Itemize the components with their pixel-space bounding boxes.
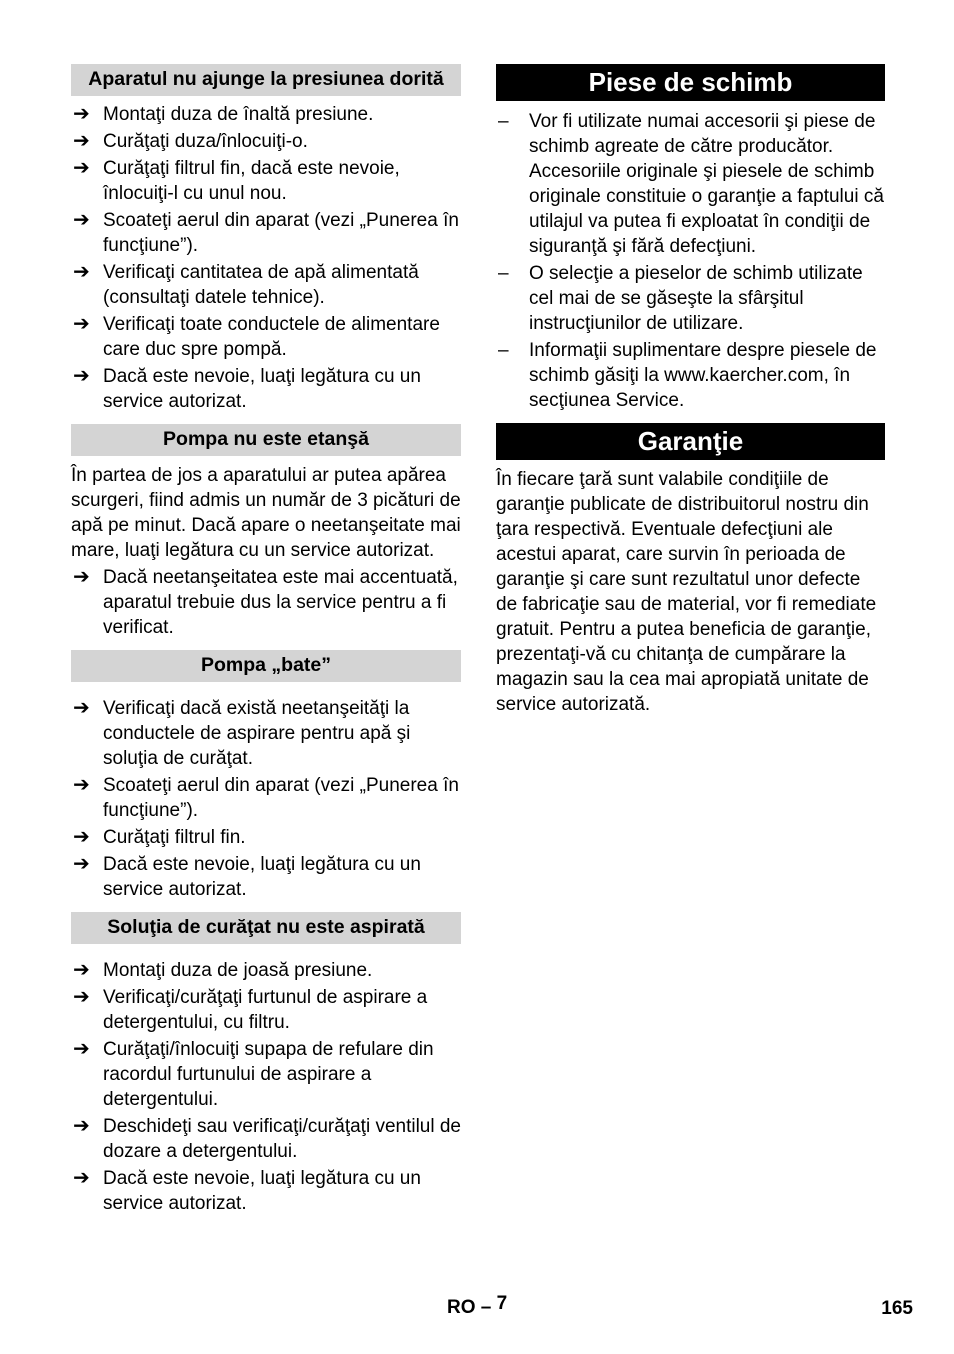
arrow-right-icon: ➔ xyxy=(73,1038,90,1060)
footer-lang: RO xyxy=(447,1297,476,1318)
arrow-right-icon: ➔ xyxy=(73,697,90,719)
arrow-right-icon: ➔ xyxy=(73,826,90,848)
arrow-right-icon: ➔ xyxy=(73,103,90,125)
steps-pressure xyxy=(71,102,461,414)
list-item xyxy=(496,261,885,336)
paragraph-warranty: În fiecare ţară sunt valabile condiţiile de garanţie publicate de distribuitorul nostru din ţara respectivă. Eventuale defecţiuni ale acestui aparat, care survin în perioada de garanţie şi care sunt rezultatul unor defecte de fabricaţie sau de material, vor fi remediate gratuit. Pentru a putea beneficia de garanţie, prezentaţi-vă cu chitanţa de cumpărare la magazin sau la cea mai apropiată unitate de service autorizată. xyxy=(496,469,877,715)
step-text: Dacă este nevoie, luaţi legătura cu un service autorizat. xyxy=(103,366,421,412)
item-text: Vor fi utilizate numai accesorii şi piese de schimb agreate de către producător. Accesoriile originale şi piesele de schimb originale constituie o garanţie a faptului că utilajul va putea fi exploatat în condiţii de siguranţă şi fără defecţiuni. xyxy=(529,111,884,257)
arrow-right-icon: ➔ xyxy=(73,774,90,796)
dash-bullet-icon: – xyxy=(498,111,509,132)
step-text: Montaţi duza de înaltă presiune. xyxy=(103,104,374,125)
arrow-right-icon: ➔ xyxy=(73,566,90,588)
list-item xyxy=(71,1037,461,1112)
item-text: Informaţii suplimentare despre piesele de schimb găsiţi la www.kaercher.com, în secţiunea Service. xyxy=(529,340,877,411)
arrow-right-icon: ➔ xyxy=(73,313,90,335)
arrow-right-icon: ➔ xyxy=(73,853,90,875)
step-text: Verificaţi cantitatea de apă alimentată (consultaţi datele tehnice). xyxy=(103,262,419,308)
arrow-right-icon: ➔ xyxy=(73,365,90,387)
list-item xyxy=(71,1114,461,1164)
list-item xyxy=(71,852,461,902)
list-item xyxy=(71,825,461,850)
step-text: Curăţaţi duza/înlocuiţi-o. xyxy=(103,131,308,152)
section-heading-pressure: Aparatul nu ajunge la presiunea dorită xyxy=(71,64,461,96)
section-heading-pump-knock: Pompa „bate” xyxy=(71,650,461,682)
steps-pump-knock xyxy=(71,696,461,902)
item-text: O selecţie a pieselor de schimb utilizate cel mai de se găseşte la sfârşitul instrucţiunilor de utilizare. xyxy=(529,263,863,334)
footer-section-marker xyxy=(447,1293,508,1319)
step-text: Scoateţi aerul din aparat (vezi „Punerea în funcţiune”). xyxy=(103,210,459,256)
list-item xyxy=(496,338,885,413)
step-text: Montaţi duza de joasă presiune. xyxy=(103,960,373,981)
list-item xyxy=(71,773,461,823)
step-text: Verificaţi toate conductele de alimentare care duc spre pompă. xyxy=(103,314,440,360)
list-item xyxy=(71,312,461,362)
arrow-right-icon: ➔ xyxy=(73,157,90,179)
arrow-right-icon: ➔ xyxy=(73,261,90,283)
step-text: Curăţaţi filtrul fin. xyxy=(103,827,246,848)
step-text: Curăţaţi/înlocuiţi supapa de refulare din racordul furtunului de aspirare a detergentului. xyxy=(103,1039,434,1110)
arrow-right-icon: ➔ xyxy=(73,1167,90,1189)
page-number: 165 xyxy=(881,1298,913,1319)
step-text: Verificaţi/curăţaţi furtunul de aspirare a detergentului, cu filtru. xyxy=(103,987,428,1033)
left-column xyxy=(71,64,461,1218)
right-column xyxy=(496,64,885,717)
section-heading-detergent: Soluţia de curăţat nu este aspirată xyxy=(71,912,461,944)
list-item xyxy=(71,565,461,640)
step-text: Verificaţi dacă există neetanşeităţi la conductele de aspirare pentru apă şi soluţia de curăţat. xyxy=(103,698,411,769)
list-item xyxy=(71,696,461,771)
step-text: Curăţaţi filtrul fin, dacă este nevoie, înlocuiţi-l cu unul nou. xyxy=(103,158,400,204)
list-item xyxy=(71,958,461,983)
step-text: Dacă este nevoie, luaţi legătura cu un service autorizat. xyxy=(103,854,421,900)
arrow-right-icon: ➔ xyxy=(73,1115,90,1137)
arrow-right-icon: ➔ xyxy=(73,130,90,152)
arrow-right-icon: ➔ xyxy=(73,986,90,1008)
section-heading-pump-leak: Pompa nu este etanşă xyxy=(71,424,461,456)
steps-detergent xyxy=(71,958,461,1216)
arrow-right-icon: ➔ xyxy=(73,209,90,231)
step-text: Dacă este nevoie, luaţi legătura cu un service autorizat. xyxy=(103,1168,421,1214)
step-text: Scoateţi aerul din aparat (vezi „Punerea în funcţiune”). xyxy=(103,775,459,821)
list-item xyxy=(71,102,461,127)
footer-dash: – xyxy=(480,1297,492,1318)
list-item xyxy=(71,1166,461,1216)
footer-section-page: 7 xyxy=(496,1293,508,1314)
spare-parts-list xyxy=(496,109,885,413)
list-item xyxy=(71,260,461,310)
step-text: Dacă neetanşeitatea este mai accentuată, aparatul trebuie dus la service pentru a fi verificat. xyxy=(103,567,458,638)
list-item xyxy=(71,364,461,414)
dash-bullet-icon: – xyxy=(498,263,509,284)
arrow-right-icon: ➔ xyxy=(73,959,90,981)
list-item xyxy=(71,156,461,206)
step-text: Deschideţi sau verificaţi/curăţaţi ventilul de dozare a detergentului. xyxy=(103,1116,462,1162)
dash-bullet-icon: – xyxy=(498,340,509,361)
list-item xyxy=(71,985,461,1035)
heading-warranty: Garanţie xyxy=(496,423,885,460)
heading-spare-parts: Piese de schimb xyxy=(496,64,885,101)
list-item xyxy=(496,109,885,259)
list-item xyxy=(71,129,461,154)
paragraph-pump-leak: În partea de jos a aparatului ar putea apărea scurgeri, fiind admis un număr de 3 picături de apă pe minut. Dacă apare o neetanşeitate mai mare, luaţi legătura cu un service autorizat. xyxy=(71,465,461,561)
list-item xyxy=(71,208,461,258)
steps-pump-leak xyxy=(71,565,461,640)
